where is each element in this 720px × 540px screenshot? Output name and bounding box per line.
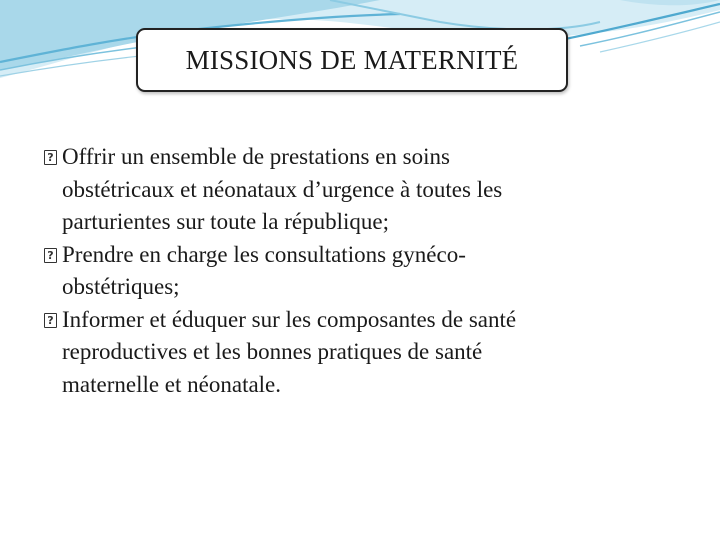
bullet-text-line: reproductives et les bonnes pratiques de santé (62, 339, 483, 364)
bullet-list (44, 141, 684, 401)
bullet-text-line: parturientes sur toute la république; (62, 209, 390, 234)
bullet-item (44, 141, 684, 239)
bullet-item (44, 304, 684, 402)
title-box (136, 28, 568, 92)
bullet-text-line: Offrir un ensemble de prestations en soins (62, 144, 450, 169)
bullet-item (44, 239, 684, 304)
bullet-text-line: maternelle et néonatale. (62, 371, 282, 397)
unknown-glyph-bullet-icon (44, 150, 57, 165)
unknown-glyph-bullet-icon (44, 313, 57, 328)
bullet-text-line: obstétriques; (62, 274, 180, 299)
bullet-text-line: Prendre en charge les consultations gynéco- (62, 241, 466, 267)
slide-title: MISSIONS DE MATERNITÉ (185, 44, 519, 75)
unknown-glyph-bullet-icon (44, 248, 57, 263)
bullet-text-line: obstétricaux et néonataux d’urgence à toutes les (62, 176, 503, 202)
bullet-text-line: Informer et éduquer sur les composantes de santé (62, 306, 517, 332)
